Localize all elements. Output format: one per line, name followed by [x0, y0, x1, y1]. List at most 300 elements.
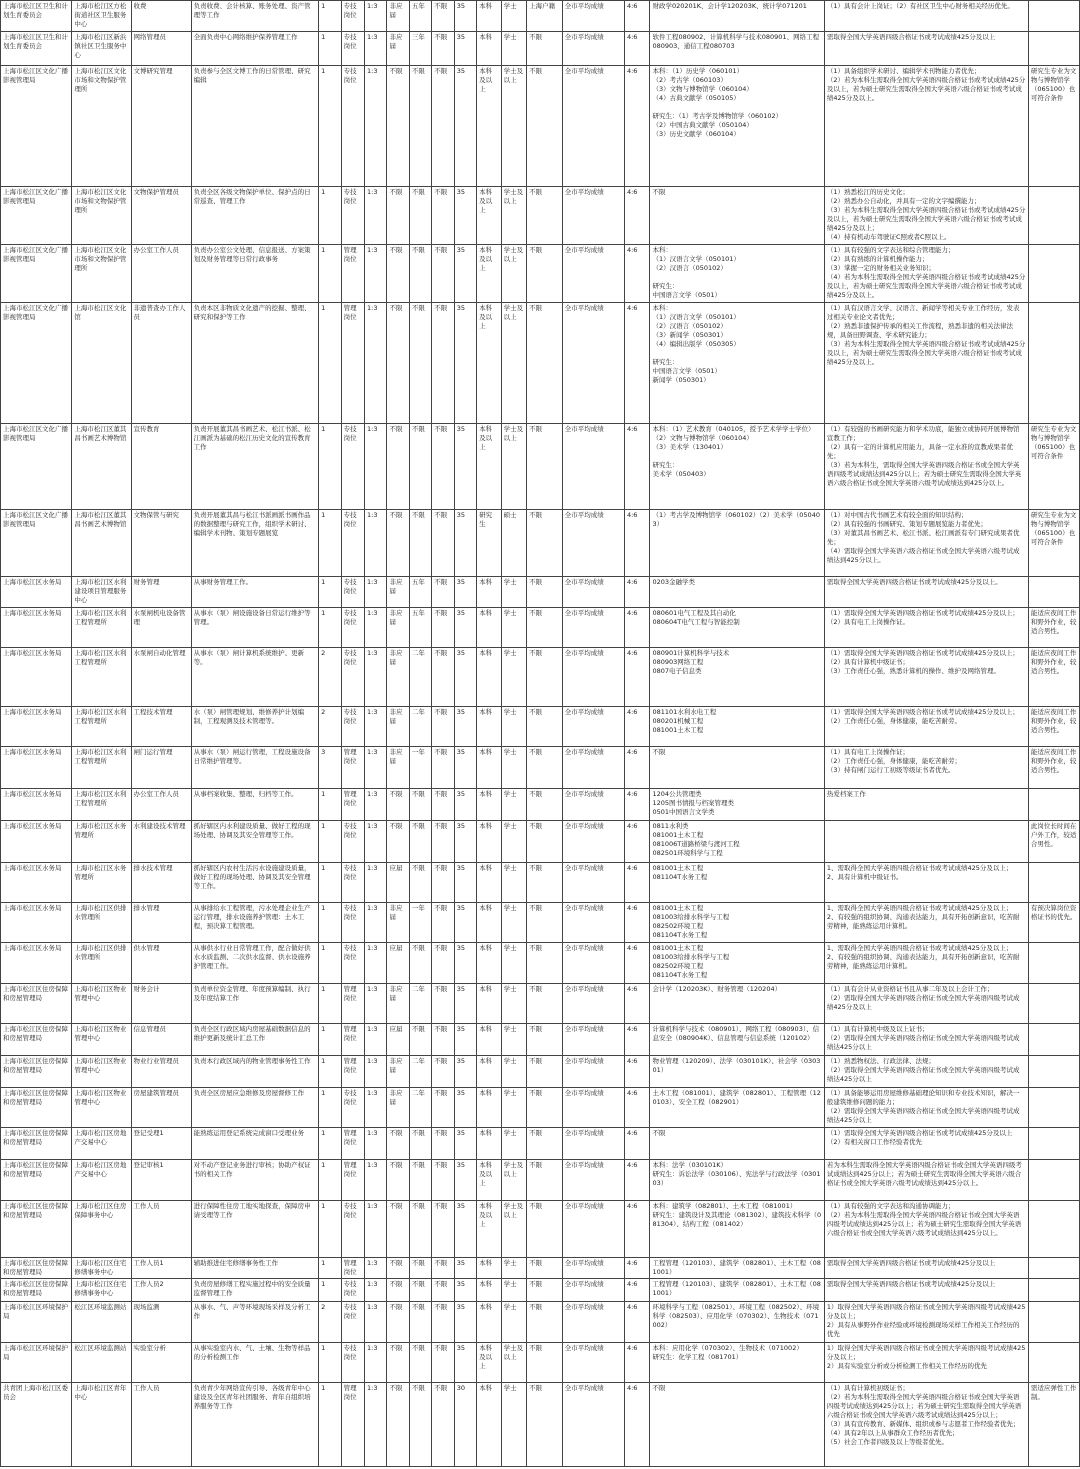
education-cell: 本科 [477, 707, 501, 747]
table-row [1, 1088, 1080, 1128]
duties-cell: 负责全区房屋应急维修及房屋督修工作 [191, 1088, 318, 1128]
position-name-cell: 排水技术管理 [131, 863, 191, 903]
remarks-cell [1028, 1279, 1079, 1302]
headcount-cell: 2 [319, 1302, 341, 1343]
position-type-cell: 专技岗位 [341, 608, 364, 648]
degree-cell: 学士 [501, 863, 526, 903]
duties-cell: 负责房屋修缮工程实施过程中的安全质量监督管理工作 [191, 1279, 318, 1302]
education-cell: 本科 [477, 1024, 501, 1056]
degree-cell: 学士及以上 [501, 245, 526, 303]
age-limit-cell: 30 [454, 1383, 476, 1467]
score-method-cell: 全市平均成绩 [562, 303, 624, 424]
table-row [1, 1056, 1080, 1088]
department-cell: 上海市松江区水务局 [1, 608, 72, 648]
remarks-cell [1028, 1024, 1079, 1056]
major-cell: 软件工程080902、计算机科学与技术080901、网络工程080903、通信工程080703 [650, 32, 824, 66]
position-name-cell: 收费 [131, 1, 191, 32]
degree-cell: 学士 [501, 903, 526, 943]
requirements-cell: （1）具备组织学术研讨、编辑学术刊物能力者优先； （2）若为本科生需取得全国大学英语四级合格证书或考试成绩425分及以上，若为硕士研究生需取得全国大学英语六级合格证书或考试成绩425分及以上。 [824, 66, 1028, 187]
requirements-cell: （1）有较强的书画研究能力和学术功底，能独立或协同开展博物馆宣教工作； （2）具有一定的计算机应用能力，具备一定水准的宣教成果者优先； （3）若为本科生，需取得全国大学英语四级合格证书或全国大学英语四级考试成绩达到425分以上；若为硕士研究生需取得全国大学英语六级合格证书或全国大学英语六级考试成绩达到425分以上。 [824, 424, 1028, 510]
work-years-cell: 不限 [409, 187, 431, 245]
graduate-status-cell: 应届 [387, 943, 409, 984]
degree-cell: 学士 [501, 32, 526, 66]
graduate-status-cell: 非应届 [387, 903, 409, 943]
gender-cell: 不限 [432, 943, 454, 984]
remarks-cell [1028, 32, 1079, 66]
degree-cell: 学士 [501, 608, 526, 648]
gender-cell: 不限 [432, 863, 454, 903]
position-type-cell: 专技岗位 [341, 863, 364, 903]
household-registration-cell: 不限 [527, 608, 563, 648]
graduate-status-cell: 不限 [387, 821, 409, 863]
work-years-cell: 三年 [409, 32, 431, 66]
education-cell: 本科及以上 [477, 245, 501, 303]
duties-cell: 负责开展董其昌与松江书派画派书画作品的数据整理与研究工作，组织学术研讨、编辑学术刊物、策划专题展览 [191, 510, 318, 577]
age-limit-cell: 35 [454, 1088, 476, 1128]
unit-cell: 上海市松江区青年中心 [72, 1383, 131, 1467]
position-name-cell: 现场监测 [131, 1302, 191, 1343]
score-method-cell: 全市平均成绩 [562, 984, 624, 1024]
headcount-cell: 1 [319, 863, 341, 903]
remarks-cell: 研究生专业为文物与博物馆学（065100）也可符合条件 [1028, 66, 1079, 187]
degree-cell: 学士及以上 [501, 187, 526, 245]
department-cell: 上海市松江区住房保障和房屋管理局 [1, 1279, 72, 1302]
degree-cell: 学士 [501, 984, 526, 1024]
age-limit-cell: 35 [454, 577, 476, 608]
ratio-cell: 1:3 [365, 303, 387, 424]
household-registration-cell: 不限 [527, 1279, 563, 1302]
work-years-cell: 二年 [409, 984, 431, 1024]
position-name-cell: 工作人员2 [131, 1279, 191, 1302]
score-method-cell: 全市平均成绩 [562, 66, 624, 187]
household-registration-cell: 不限 [527, 1258, 563, 1279]
requirements-cell: （1）具有会计从业资格证书且从事二年及以上会计工作； （2）需取得全国大学英语四级合格证书或全国大学英语四级考试成绩425分及以上 [824, 984, 1028, 1024]
unit-cell: 上海市松江区物业管理中心 [72, 1088, 131, 1128]
degree-cell: 学士 [501, 1088, 526, 1128]
remarks-cell [1028, 303, 1079, 424]
duties-cell: 负责青少年网络宣传引导、各级青年中心建设及全区青年社团服务、青年自组织培养服务等工作 [191, 1383, 318, 1467]
work-years-cell: 不限 [409, 1302, 431, 1343]
unit-cell: 上海市松江区水利工程管理所 [72, 789, 131, 821]
age-limit-cell: 35 [454, 66, 476, 187]
duties-cell: 负责本区非物质文化遗产的挖掘、整理、研究和保护等工作 [191, 303, 318, 424]
headcount-cell: 3 [319, 747, 341, 789]
age-limit-cell: 35 [454, 32, 476, 66]
gender-cell: 不限 [432, 245, 454, 303]
ratio-cell: 1:3 [365, 1302, 387, 1343]
age-limit-cell: 35 [454, 1056, 476, 1088]
position-type-cell: 专技岗位 [341, 510, 364, 577]
table-row [1, 510, 1080, 577]
major-cell: 080601电气工程及其自动化 080604T电气工程与智能控制 [650, 608, 824, 648]
table-row [1, 66, 1080, 187]
ratio-cell: 1:3 [365, 577, 387, 608]
headcount-cell: 1 [319, 821, 341, 863]
unit-cell: 上海市松江区住宅修缮事务中心 [72, 1279, 131, 1302]
requirements-cell: （1）需取得全国大学英语四级合格证书或考试成绩425分及以上 （2）有相关窗口工作经验者优先 [824, 1128, 1028, 1160]
work-years-cell: 不限 [409, 245, 431, 303]
age-limit-cell: 35 [454, 1, 476, 32]
score-method-cell: 全市平均成绩 [562, 245, 624, 303]
score-method-cell: 全市平均成绩 [562, 747, 624, 789]
unit-cell: 上海市松江区水利工程管理所 [72, 608, 131, 648]
table-row [1, 187, 1080, 245]
requirements-cell: （1）熟悉松江的历史文化； （2）熟悉办公自动化，并具有一定的文字编撰能力； （3）若为本科生需取得全国大学英语四级合格证书或考试成绩425分及以上，若为硕士研究生需取得全国大学英语六级合格证书或考试成绩425分及以上； （4）持有机动车驾驶证C照或者C照以上。 [824, 187, 1028, 245]
major-cell: 本科：应用化学（070302）、生物技术（071002） 研究生：化学工程（081701） [650, 1343, 824, 1383]
requirements-cell: 需取得全国大学英语四级合格证书或考试成绩425分及以上 [824, 1258, 1028, 1279]
department-cell: 上海市松江区文化广播影视管理局 [1, 424, 72, 510]
score-method-cell: 全市平均成绩 [562, 1302, 624, 1343]
table-row [1, 747, 1080, 789]
graduate-status-cell: 不限 [387, 1258, 409, 1279]
position-type-cell: 管理岗位 [341, 1024, 364, 1056]
requirements-cell: （1）需取得全国大学英语四级合格证书或考试成绩425分及以上； （2）具有电工上岗操作证。 [824, 608, 1028, 648]
position-name-cell: 排水管理 [131, 903, 191, 943]
education-cell: 本科 [477, 1088, 501, 1128]
degree-cell: 学士及以上 [501, 303, 526, 424]
score-method-cell: 全市平均成绩 [562, 903, 624, 943]
unit-cell: 上海市松江区房地产交易中心 [72, 1160, 131, 1201]
degree-cell: 学士 [501, 821, 526, 863]
degree-cell: 学士及以上 [501, 424, 526, 510]
table-row [1, 32, 1080, 66]
position-type-cell: 专技岗位 [341, 32, 364, 66]
unit-cell: 上海市松江区文化市场和文物保护管理所 [72, 187, 131, 245]
remarks-cell: 有预决算岗位资格证书的优先。 [1028, 903, 1079, 943]
position-type-cell: 专技岗位 [341, 821, 364, 863]
remarks-cell [1028, 943, 1079, 984]
work-years-cell: 五年 [409, 608, 431, 648]
graduate-status-cell: 非应届 [387, 608, 409, 648]
major-cell: 工程管理（120103）、建筑学（082801）、土木工程（081001） [650, 1258, 824, 1279]
score-ratio-cell: 4:6 [624, 32, 649, 66]
table-row [1, 984, 1080, 1024]
position-name-cell: 登记审核1 [131, 1160, 191, 1201]
position-name-cell: 工作人员 [131, 1383, 191, 1467]
gender-cell: 不限 [432, 1, 454, 32]
household-registration-cell: 不限 [527, 1383, 563, 1467]
score-ratio-cell: 4:6 [624, 903, 649, 943]
gender-cell: 不限 [432, 577, 454, 608]
score-method-cell: 全市平均成绩 [562, 424, 624, 510]
major-cell: 不限 [650, 187, 824, 245]
age-limit-cell: 35 [454, 1201, 476, 1258]
score-ratio-cell: 4:6 [624, 943, 649, 984]
remarks-cell [1028, 1160, 1079, 1201]
department-cell: 上海市松江区文化广播影视管理局 [1, 303, 72, 424]
headcount-cell: 1 [319, 1279, 341, 1302]
score-ratio-cell: 4:6 [624, 648, 649, 707]
score-method-cell: 全市平均成绩 [562, 1279, 624, 1302]
major-cell: 0203金融学类 [650, 577, 824, 608]
department-cell: 上海市松江区住房保障和房屋管理局 [1, 1258, 72, 1279]
headcount-cell: 1 [319, 424, 341, 510]
position-name-cell: 文博研究管理 [131, 66, 191, 187]
ratio-cell: 1:3 [365, 424, 387, 510]
degree-cell: 学士及以上 [501, 1160, 526, 1201]
major-cell: 081001土木工程 081003给排水科学与工程 082502环境工程 081104T水务工程 [650, 943, 824, 984]
position-name-cell: 文物保管与研究 [131, 510, 191, 577]
work-years-cell: 二年 [409, 1088, 431, 1128]
position-name-cell: 登记受理1 [131, 1128, 191, 1160]
department-cell: 上海市松江区环境保护局 [1, 1343, 72, 1383]
education-cell: 本科 [477, 1056, 501, 1088]
position-name-cell: 房屋建筑管理员 [131, 1088, 191, 1128]
work-years-cell: 不限 [409, 1024, 431, 1056]
position-name-cell: 工作人员1 [131, 1258, 191, 1279]
work-years-cell: 不限 [409, 1258, 431, 1279]
major-cell: 080901计算机科学与技术 080903网络工程 0807电子信息类 [650, 648, 824, 707]
ratio-cell: 1:3 [365, 1201, 387, 1258]
headcount-cell: 1 [319, 66, 341, 187]
position-type-cell: 专技岗位 [341, 424, 364, 510]
department-cell: 上海市松江区卫生和计划生育委员会 [1, 1, 72, 32]
work-years-cell: 五年 [409, 1, 431, 32]
degree-cell: 学士及以上 [501, 1201, 526, 1258]
education-cell: 本科 [477, 943, 501, 984]
gender-cell: 不限 [432, 984, 454, 1024]
headcount-cell: 2 [319, 707, 341, 747]
degree-cell: 学士 [501, 943, 526, 984]
position-name-cell: 水泵闸自动化管理 [131, 648, 191, 707]
position-name-cell: 闸门运行管理 [131, 747, 191, 789]
score-ratio-cell: 4:6 [624, 608, 649, 648]
department-cell: 上海市松江区住房保障和房屋管理局 [1, 1160, 72, 1201]
score-ratio-cell: 4:6 [624, 577, 649, 608]
major-cell: 本科：建筑学（082801）、土木工程（081001） 研究生：建筑设计及其理论（081302）、建筑技术科学（081304）、结构工程（081402） [650, 1201, 824, 1258]
ratio-cell: 1:3 [365, 1258, 387, 1279]
department-cell: 上海市松江区卫生和计划生育委员会 [1, 32, 72, 66]
work-years-cell: 不限 [409, 789, 431, 821]
major-cell: 会计学（120203K）、财务管理（120204） [650, 984, 824, 1024]
requirements-cell: （1）熟悉物权法、行政法律、法规； （2）需取得全国大学英语四级合格证书或全国大学英语四级考试成绩达425分以上 [824, 1056, 1028, 1088]
education-cell: 本科 [477, 1302, 501, 1343]
age-limit-cell: 35 [454, 1343, 476, 1383]
headcount-cell: 1 [319, 903, 341, 943]
position-name-cell: 工作人员 [131, 1201, 191, 1258]
gender-cell: 不限 [432, 66, 454, 187]
age-limit-cell: 35 [454, 903, 476, 943]
education-cell: 本科 [477, 1128, 501, 1160]
graduate-status-cell: 应届 [387, 1024, 409, 1056]
work-years-cell: 一年 [409, 747, 431, 789]
table-row [1, 821, 1080, 863]
unit-cell: 上海市松江区房地产交易中心 [72, 1128, 131, 1160]
remarks-cell [1028, 187, 1079, 245]
position-name-cell: 物业行业管理员 [131, 1056, 191, 1088]
requirements-cell: （1）需取得全国大学英语四级合格证书或考试成绩425分及以上； （2）工作责任心强，身体健康，能吃苦耐劳。 [824, 707, 1028, 747]
ratio-cell: 1:3 [365, 903, 387, 943]
degree-cell: 学士 [501, 1024, 526, 1056]
remarks-cell [1028, 863, 1079, 903]
gender-cell: 不限 [432, 510, 454, 577]
department-cell: 上海市松江区水务局 [1, 903, 72, 943]
graduate-status-cell: 不限 [387, 789, 409, 821]
score-method-cell: 全市平均成绩 [562, 943, 624, 984]
score-ratio-cell: 4:6 [624, 1056, 649, 1088]
position-name-cell: 信息管理员 [131, 1024, 191, 1056]
department-cell: 上海市松江区住房保障和房屋管理局 [1, 1128, 72, 1160]
graduate-status-cell: 非应届 [387, 984, 409, 1024]
ratio-cell: 1:3 [365, 608, 387, 648]
remarks-cell: 能适应夜间工作和野外作业，较适合男性。 [1028, 608, 1079, 648]
requirements-cell: 1）取得全国大学英语四级合格证书或全国大学英语四级考试成绩425分及以上； 2）具有从事野外作业经验或环境检测现场采样工作相关工作经历的优先 [824, 1302, 1028, 1343]
gender-cell: 不限 [432, 187, 454, 245]
headcount-cell: 1 [319, 608, 341, 648]
position-name-cell: 水利建设技术管理 [131, 821, 191, 863]
work-years-cell: 不限 [409, 424, 431, 510]
score-ratio-cell: 4:6 [624, 821, 649, 863]
score-ratio-cell: 4:6 [624, 1201, 649, 1258]
gender-cell: 不限 [432, 1201, 454, 1258]
position-type-cell: 管理岗位 [341, 1128, 364, 1160]
headcount-cell: 1 [319, 1383, 341, 1467]
gender-cell: 不限 [432, 32, 454, 66]
education-cell: 本科 [477, 789, 501, 821]
graduate-status-cell: 不限 [387, 187, 409, 245]
requirements-cell: 若为本科生需取得全国大学英语四级合格证书或全国大学英语四级考试成绩达到425分以上；若为硕士研究生需取得全国大学英语六级合格证书或全国大学英语六级考试成绩达到425分以上。 [824, 1160, 1028, 1201]
remarks-cell: 需适应弹性工作制。 [1028, 1383, 1079, 1467]
major-cell: 1204公共管理类 1205图书情报与档案管理类 0501中国语言文学类 [650, 789, 824, 821]
household-registration-cell: 上海户籍 [527, 1, 563, 32]
graduate-status-cell: 非应届 [387, 1088, 409, 1128]
requirements-cell: （1）具有较强的文字表达和综合管理能力； （2）具有熟练的计算机操作能力； （3）掌握一定的财务相关业务知识； （4）若为本科生需取得全国大学英语四级合格证书或考试成绩425分及以上，若为硕士研究生需取得全国大学英语六级合格证书或考试成绩425分及以上。 [824, 245, 1028, 303]
table-row [1, 1302, 1080, 1343]
education-cell: 本科及以上 [477, 1343, 501, 1383]
degree-cell: 学士 [501, 1279, 526, 1302]
education-cell: 研究生 [477, 510, 501, 577]
age-limit-cell: 35 [454, 648, 476, 707]
department-cell: 上海市松江区文化广播影视管理局 [1, 245, 72, 303]
work-years-cell: 不限 [409, 863, 431, 903]
gender-cell: 不限 [432, 1128, 454, 1160]
table-row [1, 1, 1080, 32]
score-method-cell: 全市平均成绩 [562, 510, 624, 577]
duties-cell: 从事档案收集、整理、归档等工作。 [191, 789, 318, 821]
ratio-cell: 1:3 [365, 1279, 387, 1302]
duties-cell: 负责全区各级文物保护单位、保护点的日常巡查、管理工作 [191, 187, 318, 245]
graduate-status-cell: 非应届 [387, 1056, 409, 1088]
unit-cell: 上海市松江区文化馆 [72, 303, 131, 424]
major-cell: 本科： （1）汉语言文学（050101） （2）汉语言（050102） （3）新闻学（050301） （4）编辑出版学（050305） 研究生： 中国语言文学（0501） 新闻学（050301） [650, 303, 824, 424]
graduate-status-cell: 不限 [387, 1160, 409, 1201]
department-cell: 上海市松江区水务局 [1, 648, 72, 707]
position-name-cell: 网络管理员 [131, 32, 191, 66]
graduate-status-cell: 不限 [387, 1128, 409, 1160]
requirements-cell: 热爱档案工作 [824, 789, 1028, 821]
age-limit-cell: 35 [454, 1279, 476, 1302]
ratio-cell: 1:3 [365, 747, 387, 789]
position-type-cell: 专技岗位 [341, 707, 364, 747]
graduate-status-cell: 不限 [387, 66, 409, 187]
degree-cell: 学士 [501, 1383, 526, 1467]
remarks-cell [1028, 577, 1079, 608]
graduate-status-cell: 不限 [387, 1201, 409, 1258]
education-cell: 本科 [477, 608, 501, 648]
household-registration-cell: 不限 [527, 1302, 563, 1343]
unit-cell: 上海市松江区供排水管理所 [72, 903, 131, 943]
education-cell: 本科 [477, 1279, 501, 1302]
score-method-cell: 全市平均成绩 [562, 821, 624, 863]
requirements-cell: 1、需取得全国大学英语四级合格证书或考试成绩425分及以上； 2、有较强的组织协调、沟通表达能力，具有开拓创新意识，吃苦耐劳精神，能熟练运用计算机。 [824, 943, 1028, 984]
score-ratio-cell: 4:6 [624, 187, 649, 245]
gender-cell: 不限 [432, 1302, 454, 1343]
household-registration-cell: 不限 [527, 510, 563, 577]
age-limit-cell: 35 [454, 707, 476, 747]
department-cell: 上海市松江区住房保障和房屋管理局 [1, 1024, 72, 1056]
duties-cell: 从事水（泵）闸计算机系统维护、更新等。 [191, 648, 318, 707]
education-cell: 本科及以上 [477, 1201, 501, 1258]
remarks-cell [1028, 1128, 1079, 1160]
gender-cell: 不限 [432, 1343, 454, 1383]
position-type-cell: 管理岗位 [341, 1056, 364, 1088]
gender-cell: 不限 [432, 1383, 454, 1467]
score-method-cell: 全市平均成绩 [562, 863, 624, 903]
requirements-cell: 需取得全国大学英语四级合格证书或考试成绩425分及以上 [824, 1279, 1028, 1302]
score-ratio-cell: 4:6 [624, 303, 649, 424]
position-name-cell: 非遗普查办工作人员 [131, 303, 191, 424]
duties-cell: 负责单位资金管理、年度预算编制、执行及年度结算工作 [191, 984, 318, 1024]
table-row [1, 863, 1080, 903]
unit-cell: 上海市松江区住房保障事务中心 [72, 1201, 131, 1258]
work-years-cell: 二年 [409, 1056, 431, 1088]
unit-cell: 上海市松江区住宅修缮事务中心 [72, 1258, 131, 1279]
requirements-cell: 需取得全国大学英语四级合格证书或考试成绩425分及以上。 [824, 577, 1028, 608]
duties-cell: 水（泵）闸管理规划、维修养护计划编制，工程观测及技术管理等。 [191, 707, 318, 747]
major-cell: 081101水利水电工程 080201机械工程 081001土木工程 [650, 707, 824, 747]
position-type-cell: 管理岗位 [341, 1258, 364, 1279]
position-type-cell: 专技岗位 [341, 1088, 364, 1128]
unit-cell: 上海市松江区方松街道社区卫生服务中心 [72, 1, 131, 32]
age-limit-cell: 35 [454, 943, 476, 984]
position-type-cell: 专技岗位 [341, 1279, 364, 1302]
ratio-cell: 1:3 [365, 1, 387, 32]
headcount-cell: 1 [319, 187, 341, 245]
remarks-cell: 能适应夜间工作和野外作业，较适合男性。 [1028, 648, 1079, 707]
score-ratio-cell: 4:6 [624, 707, 649, 747]
unit-cell: 上海市松江区文化市场和文物保护管理所 [72, 66, 131, 187]
duties-cell: 从事水（泵）闸运行管理，工程设施设备日常维护管理等。 [191, 747, 318, 789]
ratio-cell: 1:3 [365, 510, 387, 577]
table-row [1, 577, 1080, 608]
headcount-cell: 1 [319, 510, 341, 577]
graduate-status-cell: 非应届 [387, 648, 409, 707]
duties-cell: 能熟练运用登记系统完成窗口受理业务 [191, 1128, 318, 1160]
table-row [1, 1258, 1080, 1279]
ratio-cell: 1:3 [365, 1343, 387, 1383]
unit-cell: 上海市松江区新浜镇社区卫生服务中心 [72, 32, 131, 66]
education-cell: 本科 [477, 1383, 501, 1467]
education-cell: 本科及以上 [477, 1160, 501, 1201]
position-name-cell: 实验室分析 [131, 1343, 191, 1383]
department-cell: 上海市松江区环境保护局 [1, 1302, 72, 1343]
score-method-cell: 全市平均成绩 [562, 1160, 624, 1201]
requirements-cell [824, 821, 1028, 863]
age-limit-cell: 35 [454, 245, 476, 303]
age-limit-cell: 35 [454, 821, 476, 863]
headcount-cell: 1 [319, 577, 341, 608]
table-row [1, 1383, 1080, 1467]
household-registration-cell: 不限 [527, 424, 563, 510]
headcount-cell: 1 [319, 1258, 341, 1279]
score-method-cell: 全市平均成绩 [562, 608, 624, 648]
score-ratio-cell: 4:6 [624, 424, 649, 510]
position-name-cell: 办公室工作人员 [131, 245, 191, 303]
requirements-cell: 1）取得全国大学英语四级合格证书或全国大学英语四级考试成绩425分及以上； 2）具有实验室分析或分析检测工作相关工作经历的优先 [824, 1343, 1028, 1383]
score-ratio-cell: 4:6 [624, 510, 649, 577]
position-type-cell: 管理岗位 [341, 747, 364, 789]
table-row [1, 789, 1080, 821]
